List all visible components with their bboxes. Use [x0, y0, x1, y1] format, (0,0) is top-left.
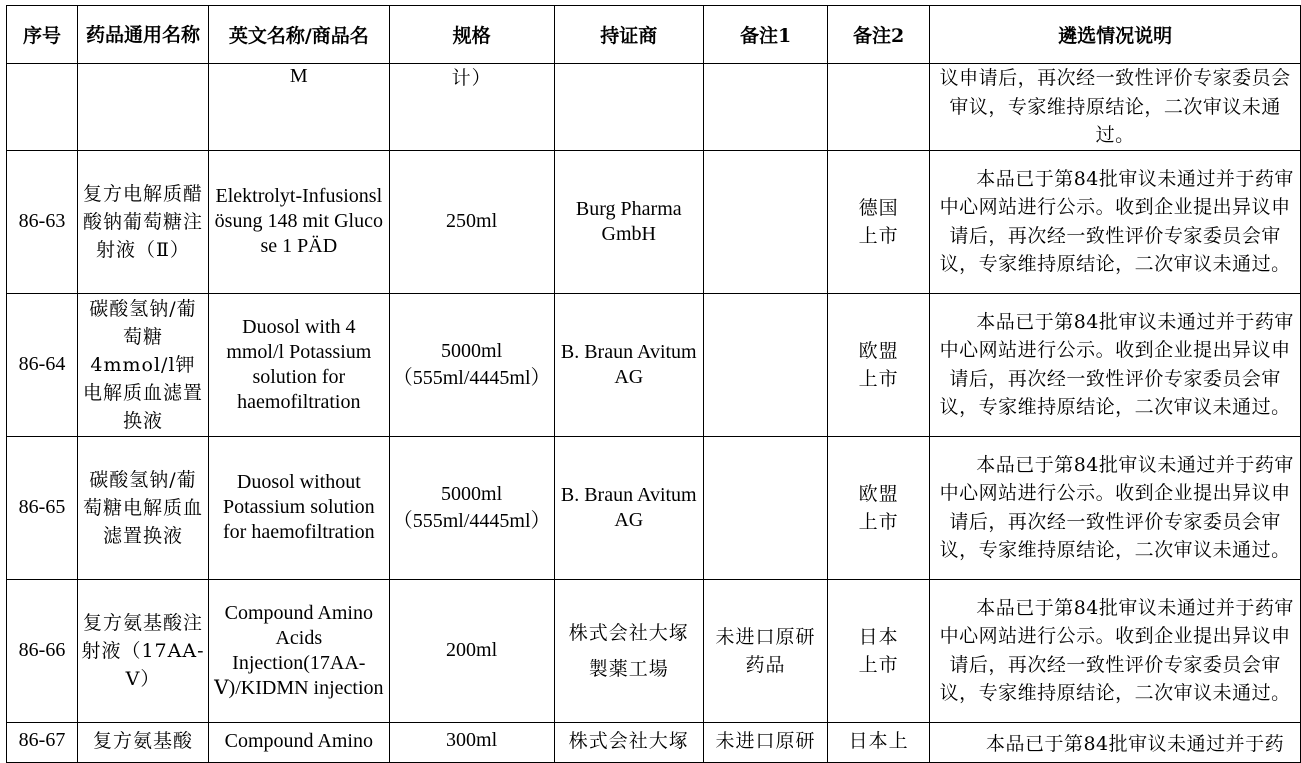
remark-text: 本品已于第84批审议未通过并于药审中心网站进行公示。收到企业提出异议申请后，再次经一致性评价专家委员会审议，专家维持原结论，二次审议未通过。 — [939, 167, 1294, 275]
cell-remark — [930, 293, 1301, 436]
header-remark: 遴选情况说明 — [930, 6, 1301, 64]
cell-spec: 5000ml（555ml/4445ml） — [389, 293, 554, 436]
table-row-continued — [7, 64, 1301, 151]
header-note1: 备注1 — [704, 6, 828, 64]
cell-note1 — [704, 293, 828, 436]
cell-holder: B. Braun Avitum AG — [554, 436, 704, 579]
table-row — [7, 579, 1301, 722]
cell-generic-name — [78, 64, 209, 151]
cell-spec: 200ml — [389, 579, 554, 722]
header-english-name: 英文名称/商品名 — [208, 6, 389, 64]
header-no: 序号 — [7, 6, 78, 64]
cell-holder — [554, 64, 704, 151]
cell-holder: 株式会社大塚 — [554, 722, 704, 762]
cell-no: 86-65 — [7, 436, 78, 579]
cell-spec: 计） — [389, 64, 554, 151]
cell-no: 86-64 — [7, 293, 78, 436]
header-holder: 持证商 — [554, 6, 704, 64]
cell-remark — [930, 436, 1301, 579]
cell-english-name: Compound Amino — [208, 722, 389, 762]
header-note2: 备注2 — [828, 6, 930, 64]
cell-note2: 日本上市 — [828, 579, 930, 722]
cell-generic-name: 复方电解质醋酸钠葡萄糖注射液（Ⅱ） — [78, 150, 209, 293]
cell-no — [7, 64, 78, 151]
table-row — [7, 436, 1301, 579]
cell-note1 — [704, 64, 828, 151]
cell-note1: 未进口原研 — [704, 722, 828, 762]
remark-text: 本品已于第84批审议未通过并于药审中心网站进行公示。收到企业提出异议申请后，再次经一致性评价专家委员会审议，专家维持原结论，二次审议未通过。 — [939, 453, 1294, 561]
table-row — [7, 150, 1301, 293]
cell-english-name: Elektrolyt-Infusionslösung 148 mit Glucose 1 PÄD — [208, 150, 389, 293]
header-spec: 规格 — [389, 6, 554, 64]
header-generic-name: 药品通用名称 — [78, 6, 209, 64]
cell-spec: 250ml — [389, 150, 554, 293]
cell-note1: 未进口原研药品 — [704, 579, 828, 722]
cell-english-name: M — [208, 64, 389, 151]
remark-text: 本品已于第84批审议未通过并于药审中心网站进行公示。收到企业提出异议申请后，再次经一致性评价专家委员会审议，专家维持原结论，二次审议未通过。 — [939, 596, 1294, 704]
cell-no: 86-66 — [7, 579, 78, 722]
cell-holder: B. Braun Avitum AG — [554, 293, 704, 436]
cell-english-name: Duosol with 4 mmol/l Potassium solution for haemofiltration — [208, 293, 389, 436]
cell-english-name: Compound Amino Acids Injection(17AA-Ⅴ)/KIDMN injection — [208, 579, 389, 722]
cell-holder: 株式会社大塚製薬工場 — [554, 579, 704, 722]
cell-no: 86-63 — [7, 150, 78, 293]
table-row-partial — [7, 722, 1301, 762]
cell-generic-name: 碳酸氢钠/葡萄糖4mmol/l钾电解质血滤置换液 — [78, 293, 209, 436]
cell-note2 — [828, 64, 930, 151]
cell-note2: 日本上 — [828, 722, 930, 762]
header-row — [7, 6, 1301, 64]
drug-selection-table — [6, 5, 1301, 763]
cell-generic-name: 复方氨基酸 — [78, 722, 209, 762]
cell-spec: 5000ml（555ml/4445ml） — [389, 436, 554, 579]
cell-generic-name: 碳酸氢钠/葡萄糖电解质血滤置换液 — [78, 436, 209, 579]
cell-no: 86-67 — [7, 722, 78, 762]
cell-english-name: Duosol without Potassium solution for haemofiltration — [208, 436, 389, 579]
remark-text: 本品已于第84批审议未通过并于药 — [985, 732, 1285, 755]
cell-note2: 欧盟上市 — [828, 436, 930, 579]
cell-note1 — [704, 150, 828, 293]
cell-note1 — [704, 436, 828, 579]
cell-remark — [930, 722, 1301, 762]
cell-holder: Burg Pharma GmbH — [554, 150, 704, 293]
cell-remark: 议申请后，再次经一致性评价专家委员会审议，专家维持原结论，二次审议未通过。 — [930, 64, 1301, 151]
cell-remark — [930, 150, 1301, 293]
cell-spec: 300ml — [389, 722, 554, 762]
cell-note2: 欧盟上市 — [828, 293, 930, 436]
remark-text: 本品已于第84批审议未通过并于药审中心网站进行公示。收到企业提出异议申请后，再次经一致性评价专家委员会审议，专家维持原结论，二次审议未通过。 — [939, 310, 1294, 418]
cell-note2: 德国上市 — [828, 150, 930, 293]
cell-remark — [930, 579, 1301, 722]
table-row — [7, 293, 1301, 436]
cell-generic-name: 复方氨基酸注射液（17AA-Ⅴ） — [78, 579, 209, 722]
